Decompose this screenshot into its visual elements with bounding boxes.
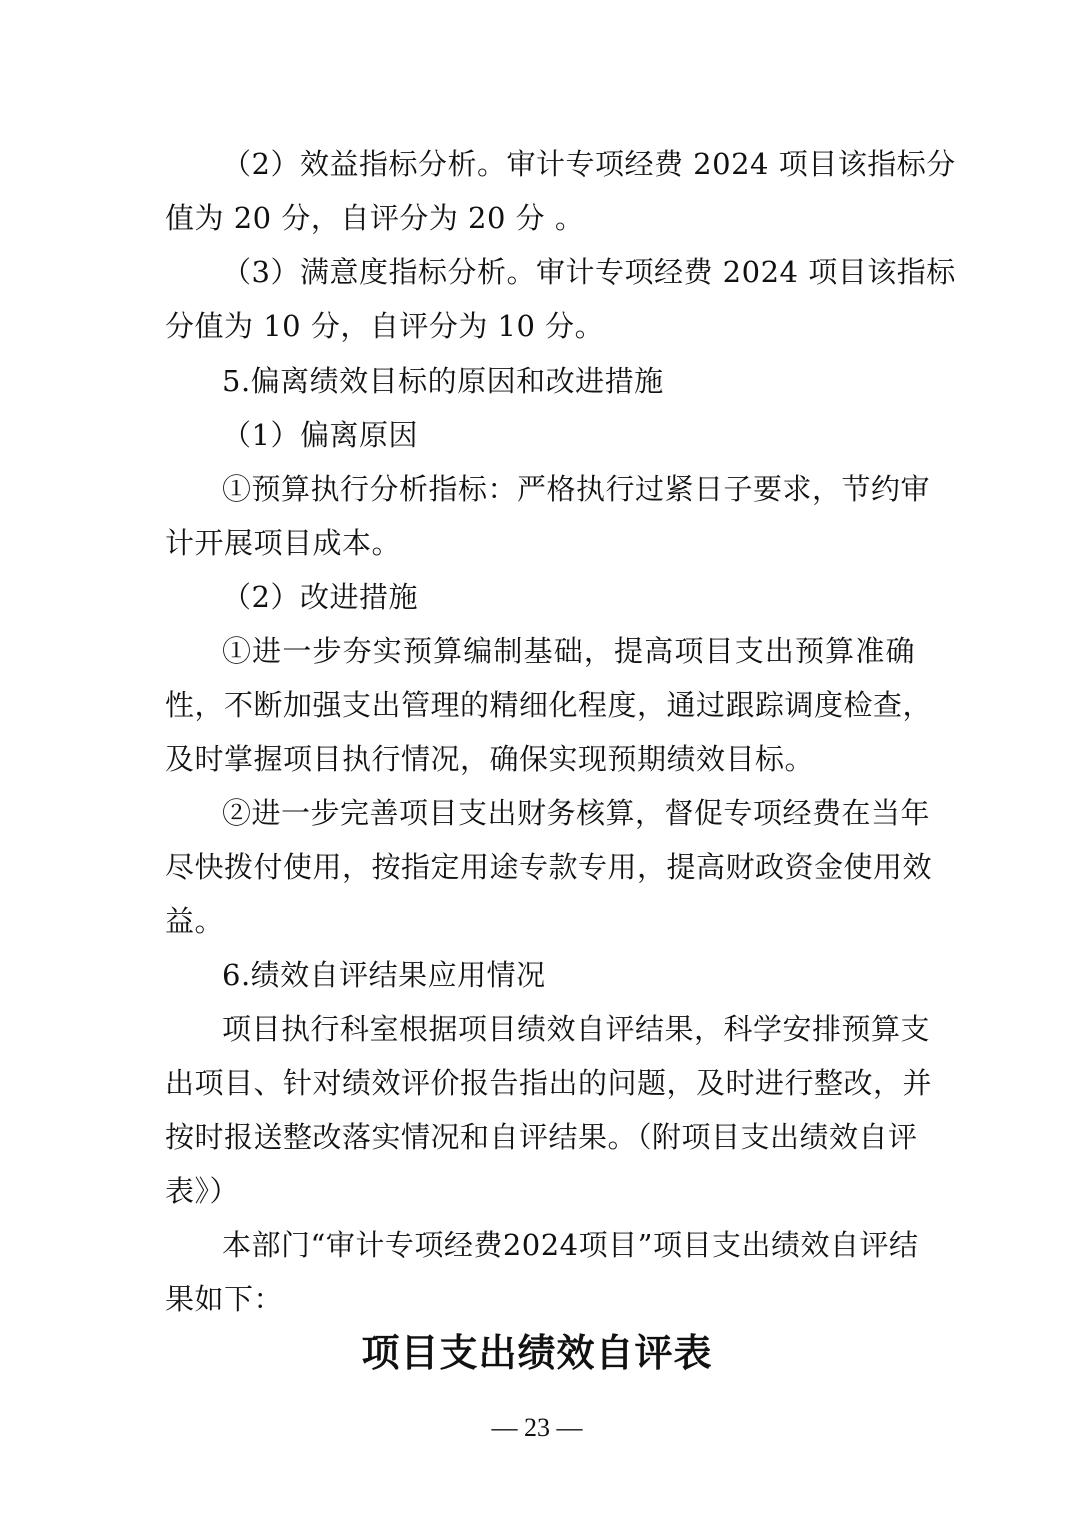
- section-heading-result-application: 6.绩效自评结果应用情况: [222, 958, 546, 992]
- paragraph-budget-execution-line-1: ①预算执行分析指标：严格执行过紧日子要求，节约审: [222, 472, 931, 506]
- paragraph-measure-2-line-2: 尽快拨付使用，按指定用途专款专用，提高财政资金使用效: [165, 850, 933, 884]
- paragraph-result-application-line-2: 出项目、针对绩效评价报告指出的问题，及时进行整改，并: [165, 1066, 933, 1100]
- section-heading-deviation-reasons: 5.偏离绩效目标的原因和改进措施: [222, 364, 664, 398]
- paragraph-measure-1-line-2: 性，不断加强支出管理的精细化程度，通过跟踪调度检查，: [165, 688, 933, 722]
- paragraph-self-evaluation-intro-line-2: 果如下：: [165, 1282, 284, 1316]
- paragraph-self-evaluation-intro-line-1: 本部门“审计专项经费2024项目”项目支出绩效自评结: [222, 1228, 919, 1262]
- subheading-deviation-reasons: （1）偏离原因: [222, 418, 418, 452]
- paragraph-measure-1-line-1: ①进一步夯实预算编制基础，提高项目支出预算准确: [222, 634, 915, 668]
- paragraph-result-application-line-4: 表》）: [165, 1174, 240, 1208]
- paragraph-measure-1-line-3: 及时掌握项目执行情况，确保实现预期绩效目标。: [165, 742, 815, 776]
- subheading-improvement-measures: （2）改进措施: [222, 580, 418, 614]
- paragraph-satisfaction-indicator-line-2: 分值为 10 分，自评分为 10 分。: [165, 309, 605, 343]
- paragraph-result-application-line-1: 项目执行科室根据项目绩效自评结果，科学安排预算支: [222, 1012, 931, 1046]
- paragraph-measure-2-line-1: ②进一步完善项目支出财务核算，督促专项经费在当年: [222, 796, 931, 830]
- page-number: — 23 —: [491, 1413, 583, 1442]
- paragraph-benefit-indicator-line-2: 值为 20 分，自评分为 20 分 。: [165, 201, 585, 235]
- paragraph-result-application-line-3: 按时报送整改落实情况和自评结果。（附项目支出绩效自评: [165, 1120, 918, 1154]
- paragraph-budget-execution-line-2: 计开展项目成本。: [165, 526, 402, 560]
- paragraph-measure-2-line-3: 益。: [165, 904, 225, 938]
- table-title: 项目支出绩效自评表: [361, 1331, 713, 1375]
- paragraph-benefit-indicator-line-1: （2）效益指标分析。审计专项经费 2024 项目该指标分: [222, 147, 956, 181]
- paragraph-satisfaction-indicator-line-1: （3）满意度指标分析。审计专项经费 2024 项目该指标: [222, 255, 956, 289]
